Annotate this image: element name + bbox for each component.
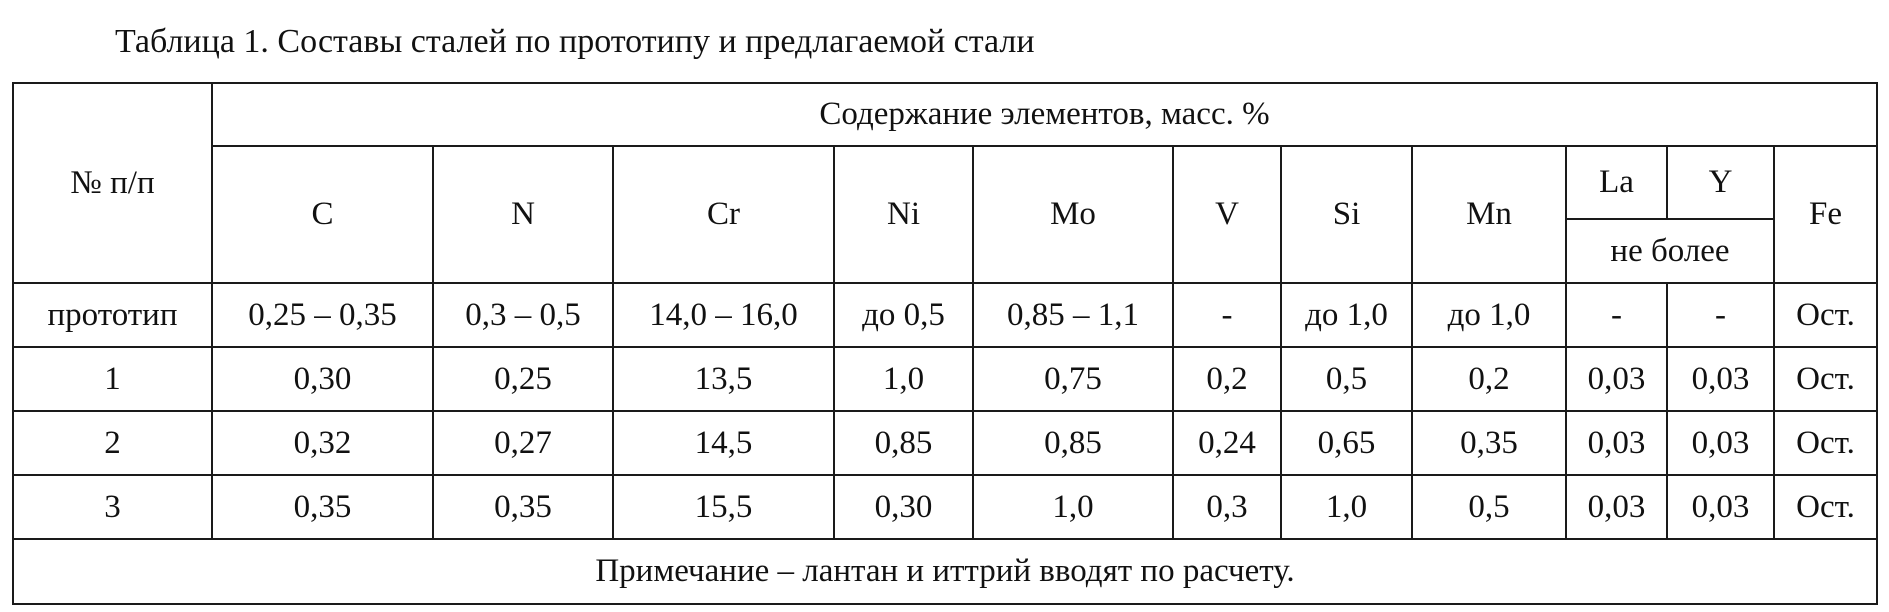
cell-mn: 0,35 xyxy=(1412,411,1566,475)
table-caption: Таблица 1. Составы сталей по прототипу и предлагаемой стали xyxy=(115,23,1035,60)
column-header-v: V xyxy=(1173,146,1281,283)
row-label: 1 xyxy=(13,347,212,411)
row-label: 3 xyxy=(13,475,212,539)
column-header-ni: Ni xyxy=(834,146,973,283)
cell-la: 0,03 xyxy=(1566,411,1667,475)
table-note: Примечание – лантан и иттрий вводят по расчету. xyxy=(13,539,1877,604)
cell-si: до 1,0 xyxy=(1281,283,1412,347)
cell-y: 0,03 xyxy=(1667,347,1774,411)
column-header-n: N xyxy=(433,146,613,283)
cell-v: 0,24 xyxy=(1173,411,1281,475)
cell-la: 0,03 xyxy=(1566,475,1667,539)
cell-mo: 0,75 xyxy=(973,347,1173,411)
cell-cr: 14,0 – 16,0 xyxy=(613,283,834,347)
cell-ni: 0,85 xyxy=(834,411,973,475)
table-row xyxy=(13,411,1877,475)
table-row xyxy=(13,347,1877,411)
cell-ni: 1,0 xyxy=(834,347,973,411)
la-y-limit-note: не более xyxy=(1566,219,1774,283)
cell-ni: до 0,5 xyxy=(834,283,973,347)
cell-si: 0,65 xyxy=(1281,411,1412,475)
cell-cr: 13,5 xyxy=(613,347,834,411)
cell-c: 0,35 xyxy=(212,475,433,539)
table-row xyxy=(13,283,1877,347)
column-header-y: Y xyxy=(1667,146,1774,219)
column-header-fe: Fe xyxy=(1774,146,1877,283)
cell-y: - xyxy=(1667,283,1774,347)
cell-c: 0,32 xyxy=(212,411,433,475)
cell-n: 0,27 xyxy=(433,411,613,475)
element-content-header: Содержание элементов, масс. % xyxy=(212,83,1877,146)
cell-mn: до 1,0 xyxy=(1412,283,1566,347)
cell-y: 0,03 xyxy=(1667,411,1774,475)
row-label: 2 xyxy=(13,411,212,475)
row-label: прототип xyxy=(13,283,212,347)
cell-c: 0,25 – 0,35 xyxy=(212,283,433,347)
cell-mn: 0,5 xyxy=(1412,475,1566,539)
cell-fe: Ост. xyxy=(1774,283,1877,347)
cell-n: 0,35 xyxy=(433,475,613,539)
cell-mo: 1,0 xyxy=(973,475,1173,539)
cell-v: 0,2 xyxy=(1173,347,1281,411)
column-header-la: La xyxy=(1566,146,1667,219)
cell-v: 0,3 xyxy=(1173,475,1281,539)
row-number-header: № п/п xyxy=(13,83,212,283)
cell-n: 0,3 – 0,5 xyxy=(433,283,613,347)
cell-fe: Ост. xyxy=(1774,411,1877,475)
cell-la: - xyxy=(1566,283,1667,347)
column-header-si: Si xyxy=(1281,146,1412,283)
cell-si: 1,0 xyxy=(1281,475,1412,539)
cell-y: 0,03 xyxy=(1667,475,1774,539)
cell-fe: Ост. xyxy=(1774,347,1877,411)
cell-c: 0,30 xyxy=(212,347,433,411)
cell-v: - xyxy=(1173,283,1281,347)
cell-fe: Ост. xyxy=(1774,475,1877,539)
cell-ni: 0,30 xyxy=(834,475,973,539)
column-header-c: C xyxy=(212,146,433,283)
cell-mn: 0,2 xyxy=(1412,347,1566,411)
column-header-cr: Cr xyxy=(613,146,834,283)
column-header-mn: Mn xyxy=(1412,146,1566,283)
cell-si: 0,5 xyxy=(1281,347,1412,411)
cell-cr: 15,5 xyxy=(613,475,834,539)
cell-cr: 14,5 xyxy=(613,411,834,475)
table-row xyxy=(13,475,1877,539)
cell-la: 0,03 xyxy=(1566,347,1667,411)
column-header-mo: Mo xyxy=(973,146,1173,283)
cell-n: 0,25 xyxy=(433,347,613,411)
cell-mo: 0,85 – 1,1 xyxy=(973,283,1173,347)
steel-composition-table xyxy=(12,82,1878,605)
cell-mo: 0,85 xyxy=(973,411,1173,475)
